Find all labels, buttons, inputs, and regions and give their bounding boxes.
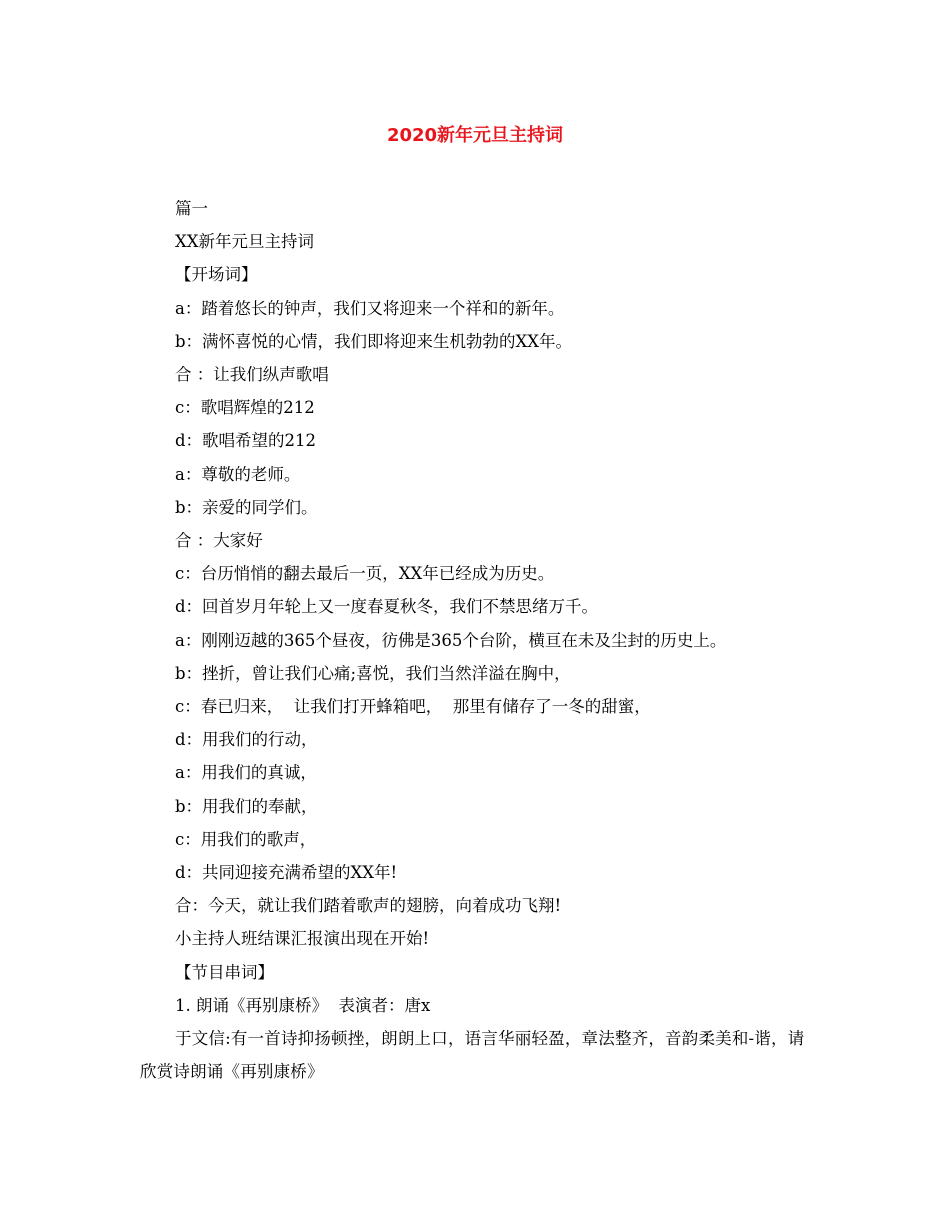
text-line: a：用我们的真诚， (175, 763, 317, 783)
text-line: 1. 朗诵《再别康桥》 表演者：唐x (175, 995, 431, 1015)
text-line: 小主持人班结课汇报演出现在开始! (175, 929, 430, 949)
text-line: d：用我们的行动， (175, 730, 318, 750)
text-line: 合 ：让我们纵声歌唱 (175, 365, 329, 385)
text-line: d：回首岁月年轮上又一度春夏秋冬，我们不禁思绪万千。 (175, 597, 599, 617)
text-line: 【节目串词】 (175, 962, 274, 982)
text-line: c：用我们的歌声， (175, 829, 317, 849)
text-line: c：歌唱辉煌的212 (175, 398, 315, 418)
text-line: 篇一 (175, 199, 208, 218)
text-line: XX新年元旦主持词 (175, 232, 314, 252)
document-body (140, 192, 820, 1088)
text-line: 【开场词】 (175, 265, 258, 285)
text-line: d：歌唱希望的212 (175, 431, 317, 451)
text-line: 合 ：大家好 (175, 531, 263, 551)
text-line: d：共同迎接充满希望的XX年! (175, 863, 398, 883)
text-line: a：尊敬的老师。 (175, 464, 301, 484)
text-line: c：春已归来， 让我们打开蜂箱吧， 那里有储存了一冬的甜蜜， (175, 697, 651, 717)
text-line: c：台历悄悄的翻去最后一页，XX年已经成为历史。 (175, 564, 555, 584)
text-line: 合：今天，就让我们踏着歌声的翅膀，向着成功飞翔! (175, 896, 562, 916)
text-line: b：亲爱的同学们。 (175, 497, 318, 517)
page-title: 2020新年元旦主持词 (386, 125, 564, 146)
text-line: b：挫折，曾让我们心痛;喜悦，我们当然洋溢在胸中， (175, 663, 571, 683)
text-line: b：用我们的奉献， (175, 796, 318, 816)
text-line: a：刚刚迈越的365个昼夜，彷佛是365个台阶，横亘在未及尘封的历史上。 (175, 630, 727, 650)
text-line: b：满怀喜悦的心情，我们即将迎来生机勃勃的XX年。 (175, 331, 573, 351)
text-line: a：踏着悠长的钟声，我们又将迎来一个祥和的新年。 (175, 298, 565, 318)
final-paragraph: 于文信:有一首诗抑扬顿挫，朗朗上口，语言华丽轻盈，章法整齐，音韵柔美和-谐，请欣赏诗朗诵《再别康桥》 (140, 1029, 805, 1082)
